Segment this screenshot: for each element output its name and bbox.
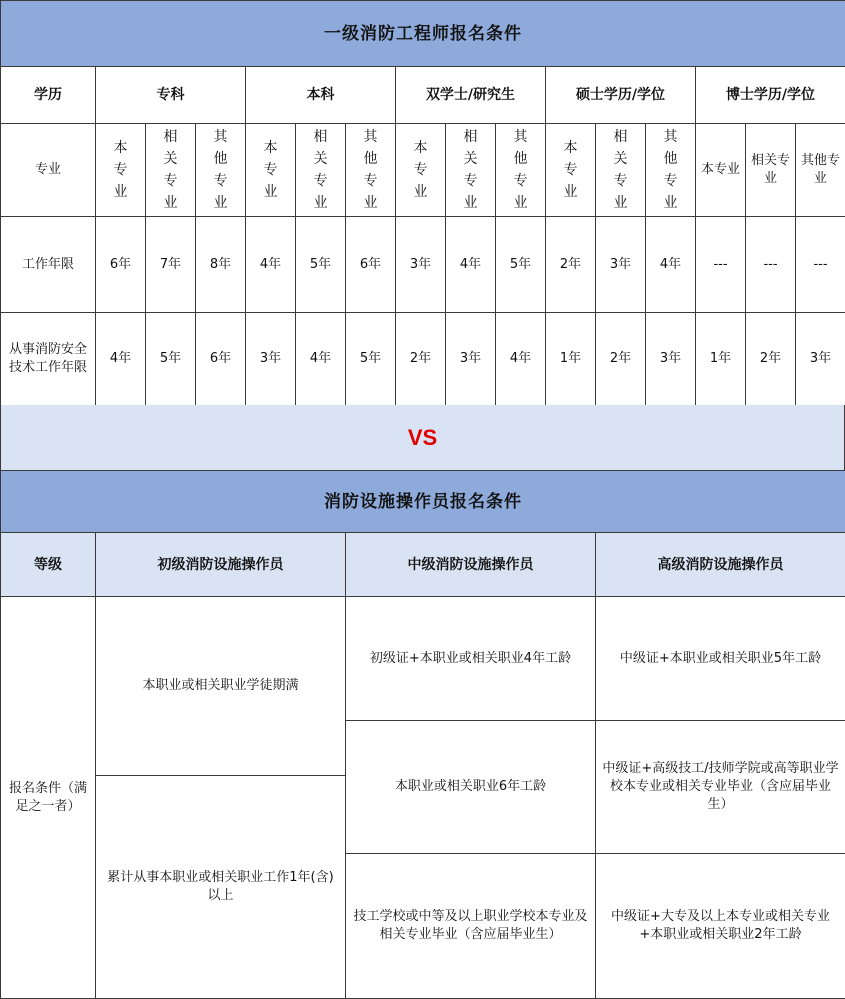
- degree-double-bachelor: 双学士/研究生: [396, 67, 546, 124]
- fire-years-cell: 3年: [646, 313, 696, 406]
- work-years-cell: 4年: [446, 217, 496, 313]
- major-label: 专业: [1, 124, 96, 217]
- middle-requirement: 技工学校或中等及以上职业学校本专业及相关专业毕业（含应届毕业生）: [346, 854, 596, 999]
- fire-years-cell: 4年: [296, 313, 346, 406]
- work-years-cell: 8年: [196, 217, 246, 313]
- operator-table-title: 消防设施操作员报名条件: [1, 471, 845, 533]
- junior-requirement: 本职业或相关职业学徒期满: [96, 597, 346, 776]
- senior-requirement: 中级证+高级技工/技师学院或高等职业学校本专业或相关专业毕业（含应届毕业生）: [596, 721, 845, 854]
- fire-years-cell: 5年: [346, 313, 396, 406]
- major-cell: 其他专业: [796, 124, 845, 217]
- work-years-cell: 6年: [346, 217, 396, 313]
- work-years-cell: 7年: [146, 217, 196, 313]
- requirements-label: 报名条件（满足之一者）: [1, 597, 96, 999]
- degree-junior-college: 专科: [96, 67, 246, 124]
- major-cell: 本专业: [396, 124, 446, 217]
- work-years-cell: 2年: [546, 217, 596, 313]
- education-label: 学历: [1, 67, 96, 124]
- work-years-cell: 3年: [596, 217, 646, 313]
- junior-operator-header: 初级消防设施操作员: [96, 533, 346, 597]
- degree-bachelor: 本科: [246, 67, 396, 124]
- fire-years-cell: 2年: [746, 313, 796, 406]
- fire-years-cell: 1年: [546, 313, 596, 406]
- major-cell: 相关专业: [296, 124, 346, 217]
- work-years-cell: ---: [746, 217, 796, 313]
- major-cell: 其他专业: [496, 124, 546, 217]
- work-years-cell: ---: [696, 217, 746, 313]
- fire-years-cell: 6年: [196, 313, 246, 406]
- major-cell: 本专业: [696, 124, 746, 217]
- work-years-cell: 6年: [96, 217, 146, 313]
- major-cell: 相关专业: [746, 124, 796, 217]
- major-cell: 相关专业: [596, 124, 646, 217]
- vs-label: VS: [408, 425, 437, 451]
- degree-master: 硕士学历/学位: [546, 67, 696, 124]
- vs-divider: [0, 405, 845, 470]
- engineer-table-title: 一级消防工程师报名条件: [1, 1, 845, 67]
- senior-requirement: 中级证+本职业或相关职业5年工龄: [596, 597, 845, 721]
- senior-requirement: 中级证+大专及以上本专业或相关专业+本职业或相关职业2年工龄: [596, 854, 845, 999]
- fire-years-cell: 4年: [96, 313, 146, 406]
- fire-years-cell: 3年: [796, 313, 845, 406]
- major-cell: 相关专业: [146, 124, 196, 217]
- fire-years-cell: 4年: [496, 313, 546, 406]
- fire-years-cell: 3年: [246, 313, 296, 406]
- major-cell: 其他专业: [196, 124, 246, 217]
- work-years-cell: 5年: [296, 217, 346, 313]
- senior-operator-header: 高级消防设施操作员: [596, 533, 845, 597]
- level-label: 等级: [1, 533, 96, 597]
- fire-years-cell: 3年: [446, 313, 496, 406]
- major-cell: 其他专业: [346, 124, 396, 217]
- work-years-label: 工作年限: [1, 217, 96, 313]
- junior-requirement: 累计从事本职业或相关职业工作1年(含)以上: [96, 776, 346, 999]
- work-years-cell: ---: [796, 217, 845, 313]
- major-cell: 本专业: [546, 124, 596, 217]
- major-cell: 相关专业: [446, 124, 496, 217]
- work-years-cell: 3年: [396, 217, 446, 313]
- work-years-cell: 5年: [496, 217, 546, 313]
- operator-requirements-table: [0, 470, 845, 999]
- fire-years-cell: 5年: [146, 313, 196, 406]
- middle-requirement: 本职业或相关职业6年工龄: [346, 721, 596, 854]
- fire-years-cell: 2年: [596, 313, 646, 406]
- middle-operator-header: 中级消防设施操作员: [346, 533, 596, 597]
- degree-doctor: 博士学历/学位: [696, 67, 845, 124]
- major-cell: 其他专业: [646, 124, 696, 217]
- work-years-cell: 4年: [646, 217, 696, 313]
- major-cell: 本专业: [246, 124, 296, 217]
- work-years-cell: 4年: [246, 217, 296, 313]
- engineer-requirements-table: [0, 0, 845, 406]
- fire-years-label: 从事消防安全技术工作年限: [1, 313, 96, 406]
- middle-requirement: 初级证+本职业或相关职业4年工龄: [346, 597, 596, 721]
- major-cell: 本专业: [96, 124, 146, 217]
- fire-years-cell: 2年: [396, 313, 446, 406]
- fire-years-cell: 1年: [696, 313, 746, 406]
